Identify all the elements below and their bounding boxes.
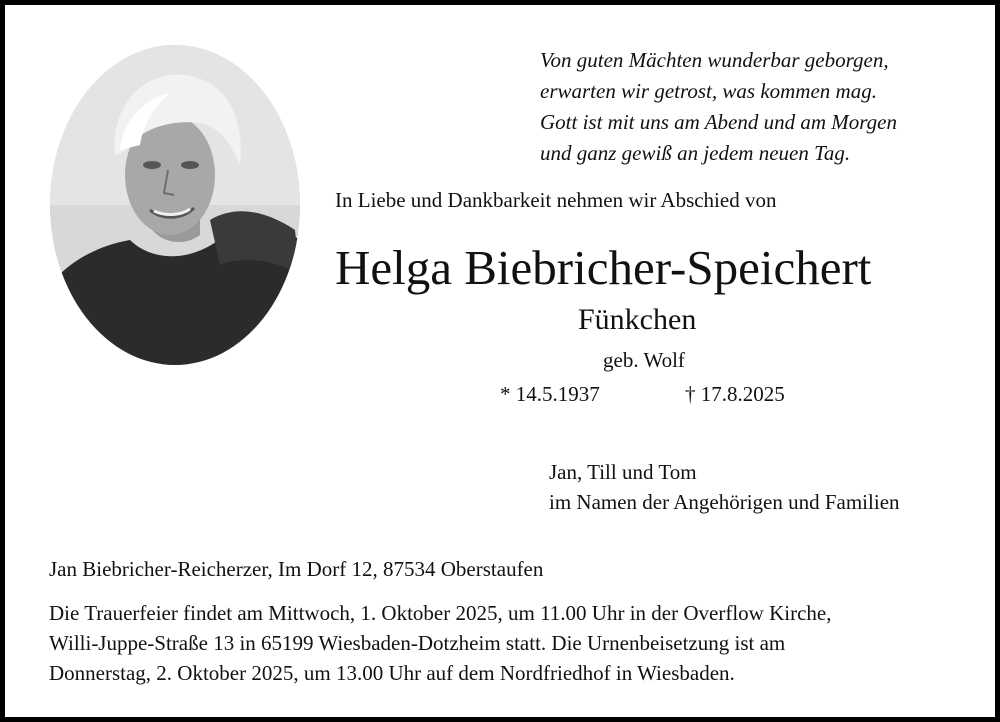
details-line: Die Trauerfeier findet am Mittwoch, 1. Oktober 2025, um 11.00 Uhr in der Overflow Kirche, bbox=[49, 601, 832, 625]
mourners-line: im Namen der Angehörigen und Familien bbox=[549, 490, 900, 514]
poem-line: Von guten Mächten wunderbar geborgen, bbox=[540, 48, 889, 72]
mourners-line: Jan, Till und Tom bbox=[549, 460, 697, 484]
poem-line: erwarten wir getrost, was kommen mag. bbox=[540, 79, 877, 103]
birth-date: * 14.5.1937 bbox=[500, 382, 600, 406]
details-line: Donnerstag, 2. Oktober 2025, um 13.00 Uhr auf dem Nordfriedhof in Wiesbaden. bbox=[49, 661, 735, 685]
funeral-details bbox=[49, 598, 831, 688]
death-date: † 17.8.2025 bbox=[685, 382, 785, 406]
contact-address: Jan Biebricher-Reicherzer, Im Dorf 12, 87534 Oberstaufen bbox=[49, 557, 544, 581]
maiden-name: geb. Wolf bbox=[603, 348, 685, 372]
details-line: Willi-Juppe-Straße 13 in 65199 Wiesbaden-Dotzheim statt. Die Urnenbeisetzung ist am bbox=[49, 631, 786, 655]
poem bbox=[540, 45, 897, 169]
portrait-photo bbox=[50, 45, 300, 365]
poem-line: und ganz gewiß an jedem neuen Tag. bbox=[540, 141, 851, 165]
poem-line: Gott ist mit uns am Abend und am Morgen bbox=[540, 110, 897, 134]
deceased-name: Helga Biebricher-Speichert bbox=[335, 240, 872, 295]
farewell-intro: In Liebe und Dankbarkeit nehmen wir Abschied von bbox=[335, 188, 777, 212]
deceased-nickname: Fünkchen bbox=[578, 303, 697, 336]
portrait-illustration bbox=[50, 45, 300, 365]
mourners-signature bbox=[549, 457, 900, 517]
